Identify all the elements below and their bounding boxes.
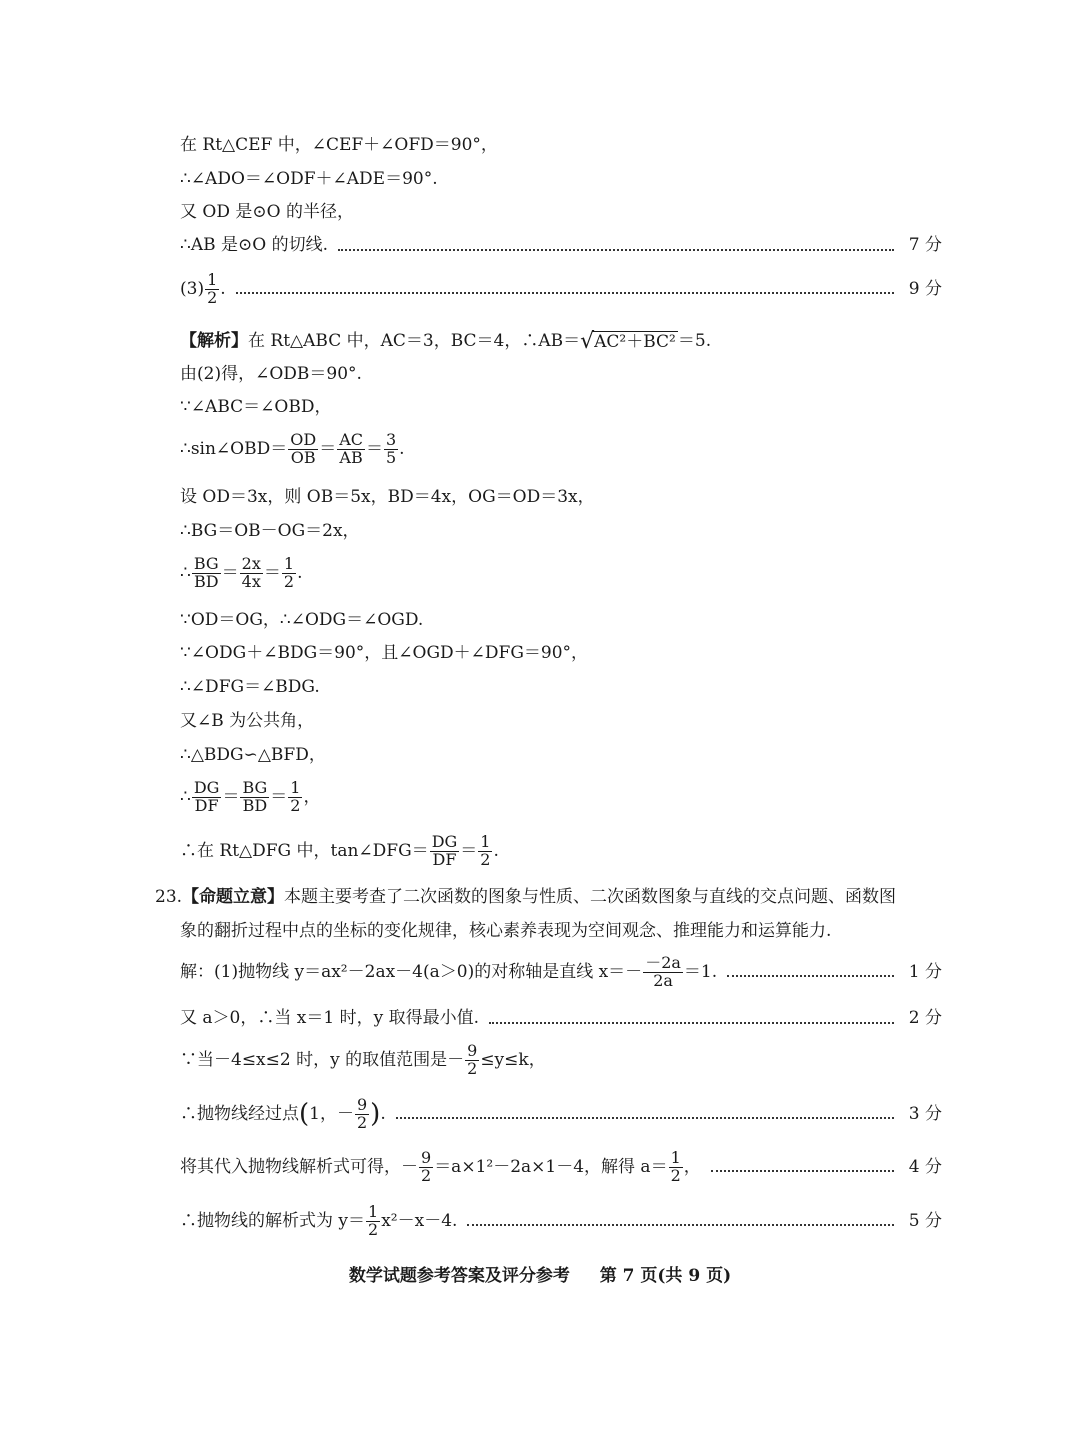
q23-line-2 <box>0 921 1080 942</box>
denominator: 2 <box>467 1058 478 1078</box>
footer-page-number: 第 7 页(共 9 页) <box>599 1266 732 1286</box>
line-19 <box>0 834 1080 869</box>
text: ＝ <box>222 786 240 807</box>
denominator: BD <box>242 795 268 815</box>
text: ＝1. <box>683 961 718 982</box>
numerator: AC <box>339 430 363 449</box>
analysis-tag: 【解析】 <box>180 331 248 352</box>
dot-leader <box>489 1022 894 1024</box>
footer-title: 数学试题参考答案及评分参考 <box>348 1266 570 1286</box>
dot-leader <box>338 249 894 251</box>
text: . <box>220 278 226 299</box>
numerator: 1 <box>670 1148 681 1167</box>
numerator: 1 <box>207 270 218 289</box>
numerator: OD <box>290 430 317 449</box>
denominator: 4x <box>241 571 261 591</box>
numerator: 9 <box>356 1095 368 1114</box>
numerator: 1 <box>480 832 491 851</box>
fraction <box>478 834 492 869</box>
text: . <box>399 438 405 459</box>
score-label: 7 分 <box>908 235 942 255</box>
numerator: 1 <box>368 1202 379 1221</box>
dot-leader <box>711 1170 894 1172</box>
text: ∴AB 是⊙O 的切线. <box>180 235 328 255</box>
line-9 <box>0 432 1080 467</box>
line-11 <box>0 521 1080 542</box>
line-14 <box>0 643 1080 664</box>
fraction <box>643 955 683 990</box>
q23-line-1 <box>0 887 1080 908</box>
denominator: 2 <box>283 571 295 591</box>
line-15 <box>0 677 1080 698</box>
denominator: DF <box>194 795 219 815</box>
denominator: 2 <box>207 287 218 307</box>
solution-line-1 <box>0 955 1080 990</box>
score-label: 9 分 <box>908 278 942 299</box>
text: ∴△BDG∽△BFD， <box>180 745 326 765</box>
line-12 <box>0 556 1080 591</box>
radicand: AC²＋BC² <box>594 331 676 352</box>
text: ， <box>303 786 321 807</box>
fraction <box>240 780 269 815</box>
numerator: BG <box>193 554 219 573</box>
denominator: 2 <box>290 795 301 815</box>
line-13 <box>0 610 1080 631</box>
denominator: DF <box>432 849 457 869</box>
right-paren: ) <box>370 1099 381 1130</box>
score-label: 3 分 <box>908 1103 942 1124</box>
line-7 <box>0 364 1080 385</box>
text: 在 Rt△ABC 中，AC＝3，BC＝4，∴AB＝ <box>248 331 581 352</box>
text: 由(2)得，∠ODB＝90°. <box>180 364 362 384</box>
denominator: 5 <box>385 447 397 467</box>
text: . <box>380 1103 386 1124</box>
solution-line-2 <box>0 1008 1080 1029</box>
text: 本题主要考查了二次函数的图象与性质、二次函数图象与直线的交点问题、函数图 <box>284 887 897 907</box>
text: ∵∠ODG＋∠BDG＝90°，且∠OGD＋∠DFG＝90°， <box>180 643 589 663</box>
question-number: 23. <box>155 887 183 907</box>
text: ＝5. <box>677 331 712 352</box>
denominator: 2 <box>670 1165 681 1185</box>
numerator: －2a <box>645 953 681 972</box>
denominator: AB <box>339 447 363 467</box>
line-4 <box>0 235 1080 256</box>
left-paren: ( <box>299 1099 310 1130</box>
score-label: 5 分 <box>908 1210 942 1231</box>
fraction <box>366 1204 380 1239</box>
text: ∴在 Rt△DFG 中，tan∠DFG＝ <box>180 840 429 861</box>
fraction <box>192 780 222 815</box>
line-16 <box>0 711 1080 732</box>
text: ∴∠ADO＝∠ODF＋∠ADE＝90°. <box>180 169 438 189</box>
dot-leader <box>236 292 894 294</box>
text: ∴抛物线的解析式为 y＝ <box>180 1210 366 1231</box>
text: 又 OD 是⊙O 的半径， <box>180 202 354 222</box>
text: ∴sin∠OBD＝ <box>180 438 288 459</box>
numerator: DG <box>193 778 220 797</box>
numerator: DG <box>431 832 458 851</box>
text: 设 OD＝3x，则 OB＝5x，BD＝4x，OG＝OD＝3x， <box>180 487 595 507</box>
text: ＝ <box>270 786 288 807</box>
score-label: 4 分 <box>908 1156 942 1177</box>
fraction <box>355 1097 369 1132</box>
numerator: 2x <box>241 554 261 573</box>
text: (3) <box>180 278 205 299</box>
text: ， <box>683 1156 701 1177</box>
text: 又∠B 为公共角， <box>180 711 315 731</box>
denominator: 2a <box>653 970 673 990</box>
solution-line-6 <box>0 1204 1080 1239</box>
text: ＝ <box>319 438 337 459</box>
text: ＝ <box>221 562 239 583</box>
line-18 <box>0 780 1080 815</box>
denominator: 2 <box>480 849 491 869</box>
numerator: 1 <box>290 778 301 797</box>
line-6 <box>0 328 1080 356</box>
numerator: 9 <box>467 1041 478 1060</box>
fraction <box>288 780 302 815</box>
text: 在 Rt△CEF 中，∠CEF＋∠OFD＝90°， <box>180 135 498 155</box>
numerator: BG <box>242 778 268 797</box>
fraction <box>337 432 365 467</box>
line-17 <box>0 745 1080 766</box>
text: ∴ <box>180 786 191 807</box>
text: ∴BG＝OB－OG＝2x， <box>180 521 360 541</box>
line-3 <box>0 202 1080 223</box>
text: ＝ <box>365 438 383 459</box>
text: ∴ <box>180 562 191 583</box>
text: ∵∠ABC＝∠OBD， <box>180 397 332 417</box>
text: 将其代入抛物线解析式可得，－ <box>180 1156 418 1177</box>
text: . <box>493 840 499 861</box>
fraction <box>288 432 318 467</box>
text: x²－x－4. <box>381 1210 458 1231</box>
text: 象的翻折过程中点的坐标的变化规律，核心素养表现为空间观念、推理能力和运算能力. <box>180 921 832 941</box>
fraction <box>419 1150 433 1185</box>
fraction <box>282 556 296 591</box>
denominator: BD <box>193 571 219 591</box>
text: ∴∠DFG＝∠BDG. <box>180 677 320 697</box>
text: ＝ <box>460 840 478 861</box>
intent-tag: 【命题立意】 <box>182 887 285 907</box>
line-2 <box>0 169 1080 190</box>
page-footer <box>0 1266 1080 1287</box>
dot-leader <box>467 1224 894 1226</box>
text: ∵当－4≤x≤2 时，y 的取值范围是－ <box>180 1049 465 1070</box>
text: ∵OD＝OG，∴∠ODG＝∠OGD. <box>180 610 424 630</box>
text: ＝ <box>263 562 281 583</box>
numerator: 1 <box>283 554 295 573</box>
text: 1，－ <box>309 1103 354 1124</box>
score-label: 2 分 <box>908 1008 942 1028</box>
numerator: 3 <box>385 430 397 449</box>
sqrt-icon: √ <box>580 329 595 354</box>
text: ≤y≤k， <box>480 1049 546 1070</box>
numerator: 9 <box>421 1148 432 1167</box>
solution-line-5 <box>0 1150 1080 1185</box>
fraction <box>384 432 398 467</box>
denominator: 2 <box>421 1165 432 1185</box>
line-10 <box>0 487 1080 508</box>
text: ∴抛物线经过点 <box>180 1103 299 1124</box>
text: 又 a＞0，∴当 x＝1 时，y 取得最小值. <box>180 1008 479 1028</box>
solution-line-4 <box>0 1097 1080 1132</box>
line-8 <box>0 397 1080 418</box>
fraction <box>205 272 219 307</box>
text: . <box>297 562 303 583</box>
line-5 <box>0 272 1080 307</box>
denominator: OB <box>290 447 316 467</box>
denominator: 2 <box>368 1219 379 1239</box>
line-1 <box>0 135 1080 156</box>
fraction <box>465 1043 479 1078</box>
text: ＝a×1²－2a×1－4，解得 a＝ <box>434 1156 668 1177</box>
dot-leader <box>396 1117 894 1119</box>
dot-leader <box>727 975 894 977</box>
denominator: 2 <box>356 1112 368 1132</box>
solution-line-3 <box>0 1043 1080 1078</box>
score-label: 1 分 <box>908 961 942 982</box>
fraction <box>192 556 221 591</box>
text: 解：(1)抛物线 y＝ax²－2ax－4(a＞0)的对称轴是直线 x＝－ <box>180 961 643 982</box>
fraction <box>669 1150 683 1185</box>
fraction <box>240 556 263 591</box>
fraction <box>430 834 460 869</box>
